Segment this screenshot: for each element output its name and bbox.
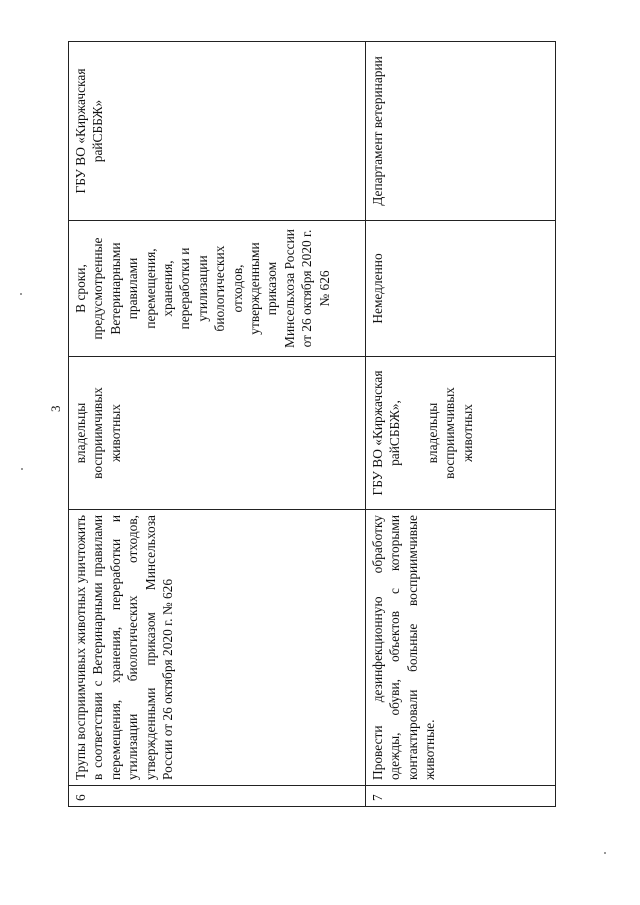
performer: владельцы восприимчивых животных [73, 387, 123, 479]
measures-table [68, 41, 556, 807]
action-cell: Трупы восприимчивых животных уничтожить в соответствии с Ветеринарными правилами перемещения, хранения, переработки и утилизации биологических отходов, утвержденными приказом Минсельхоза России от 26 октября 2020 г. № 626 [69, 510, 366, 786]
row-number: 6 [69, 786, 366, 807]
table-row [69, 42, 366, 807]
performer: владельцы восприимчивых животных [424, 387, 475, 479]
deadline-cell: В сроки, предусмотренные Ветеринарными правилами перемещения, хранения, переработки и утилизации биологических отходов, утвержденными приказом Минсельхоза России от 26 октября 2020 г. № 626 [69, 221, 366, 357]
performer: ГБУ ВО «Киржачская райСББЖ», [370, 370, 403, 496]
scan-speck [21, 468, 23, 470]
measures-table-rotated [68, 42, 555, 807]
page-number: 3 [48, 405, 63, 412]
scan-speck [604, 852, 606, 854]
scan-speck [20, 293, 22, 295]
row-number: 7 [366, 786, 556, 807]
responsible-cell: Департамент ветеринарии [366, 42, 556, 221]
deadline-cell: Немедленно [366, 221, 556, 357]
performers-cell [366, 357, 556, 510]
action-cell: Провести дезинфекционную обработку одежды, обуви, объектов с которыми контактировали больные восприимчивые животные. [366, 510, 556, 786]
table-row [366, 42, 556, 807]
responsible-cell: ГБУ ВО «Киржачская райСББЖ» [69, 42, 366, 221]
performers-cell [69, 357, 366, 510]
